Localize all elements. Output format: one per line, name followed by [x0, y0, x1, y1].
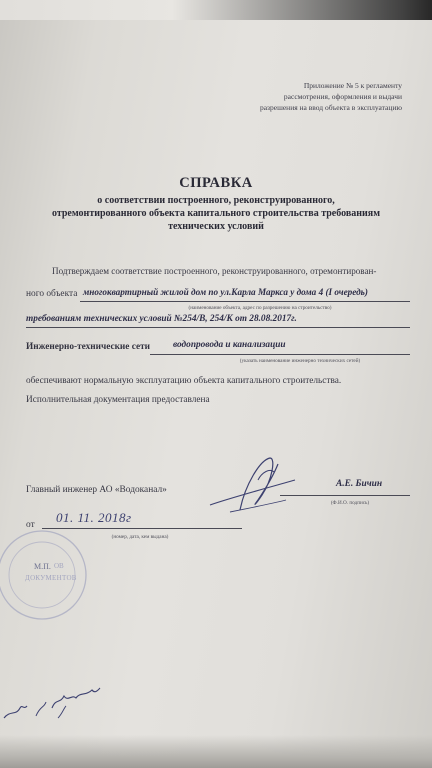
document-title: СПРАВКА	[179, 175, 253, 191]
documentation-text: Исполнительная документация предоставлена	[26, 395, 210, 405]
normal-operation-text: обеспечивают нормальную эксплуатацию объекта капитального строительства.	[26, 376, 342, 386]
networks-value: водопровода и канализации	[173, 340, 286, 350]
top-edge-shadow	[0, 0, 432, 20]
networks-caption: (указать наименование инженерно технических сетей)	[239, 358, 361, 364]
signer-name: А.Е. Бичин	[336, 479, 383, 489]
appendix-note	[200, 80, 402, 113]
appendix-line-1: Приложение № 5 к регламенту	[303, 81, 402, 90]
stamp-text: ДОКУМЕНТОВ	[25, 574, 77, 582]
subtitle-line-1: о соответствии построенного, реконструированного,	[97, 195, 335, 206]
confirm-lead-text: Подтверждаем соответствие построенного, реконструированного, отремонтирован-	[52, 266, 377, 276]
networks-label: Инженерно-технические сети	[26, 342, 151, 352]
bottom-edge-shadow	[0, 735, 432, 768]
subtitle-line-2: отремонтированного объекта капитального строительства требованиям	[51, 208, 381, 219]
stamp-label: М.П.	[34, 562, 51, 571]
appendix-line-2: рассмотрения, оформления и выдачи	[283, 92, 402, 101]
stamp-prefix: ОВ	[54, 562, 64, 570]
handwritten-signature	[200, 450, 310, 520]
requirements-underline	[26, 327, 410, 328]
date-prefix: от	[26, 520, 35, 530]
object-caption: (наименование объекта, адрес по разрешению на строительство)	[188, 305, 332, 311]
signer-caption: (Ф.И.О. подпись)	[330, 500, 370, 506]
object-value: многоквартирный жилой дом по ул.Карла Маркса у дома 4 (I очередь)	[83, 287, 368, 297]
subtitle-line-3: технических условий	[168, 221, 264, 232]
appendix-line-3: разрешения на ввод объекта в эксплуатацию	[259, 103, 402, 112]
requirements-text: требованиям технических условий №254/В, 254/К от 28.08.2017г.	[26, 314, 297, 324]
handwritten-marks	[0, 678, 110, 728]
object-label: ного объекта	[26, 289, 78, 299]
date-value: 01. 11. 2018г	[56, 510, 132, 525]
date-caption: (номер, дата, кем выдана)	[111, 534, 169, 540]
object-underline	[80, 301, 410, 302]
networks-underline	[150, 354, 410, 355]
signer-position: Главный инженер АО «Водоканал»	[26, 485, 167, 495]
